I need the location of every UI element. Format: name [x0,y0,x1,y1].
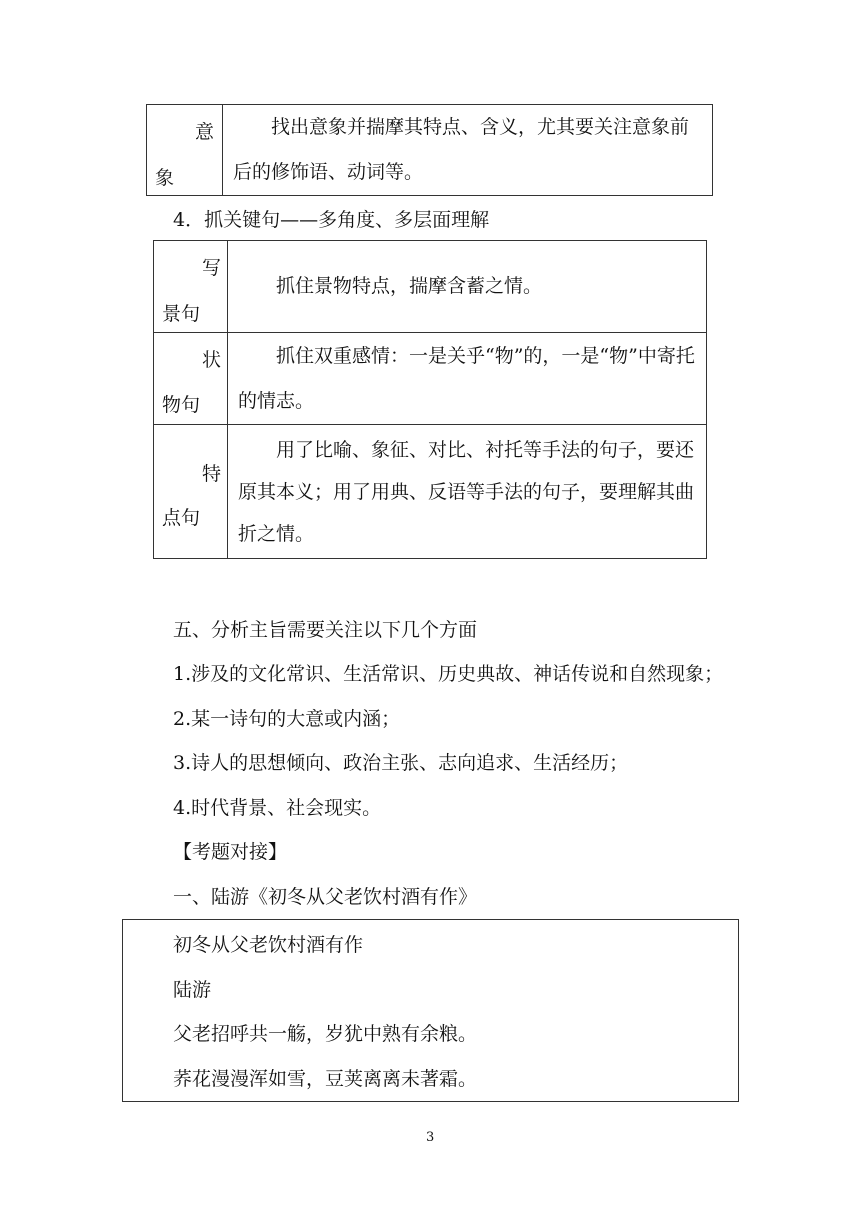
label-bottom: 象 [155,167,175,189]
page-number: 3 [426,1130,435,1145]
table-row [154,333,707,425]
label-bottom: 点句 [162,507,201,529]
exam-heading: 【考题对接】 [173,841,288,863]
label-cell [154,241,228,333]
content-cell [228,241,707,333]
poem-title: 初冬从父老饮村酒有作 [173,934,364,956]
label-cell [147,105,223,196]
label-top: 写 [201,257,221,279]
table-row [147,105,713,196]
section-5-title: 五、分析主旨需要关注以下几个方面 [173,619,478,641]
section-5-item: 1.涉及的文化常识、生活常识、历史典故、神话传说和自然现象； [173,663,724,685]
label-top: 意 [194,121,214,143]
content-cell [228,333,707,425]
label-bottom: 景句 [162,303,201,325]
section-5-item: 4.时代背景、社会现实。 [173,797,382,819]
table-imagery [146,104,713,196]
table-row [154,425,707,559]
content-text: 抓住景物特点，揣摩含蓄之情。 [276,275,543,297]
section-5-item: 3.诗人的思想倾向、政治主张、志向追求、生活经历； [173,752,629,774]
label-top: 特 [201,463,221,485]
content-cell [228,425,707,559]
content-text: 抓住双重感情：一是关乎“物”的，一是“物”中寄托的情志。 [238,344,695,412]
label-bottom: 物句 [162,394,201,416]
content-text: 用了比喻、象征、对比、衬托等手法的句子，要还原其本义；用了用典、反语等手法的句子，要理解其曲折之情。 [238,438,695,545]
poem-line: 父老招呼共一觞，岁犹中熟有余粮。 [173,1023,478,1045]
poem-author: 陆游 [173,979,212,1001]
content-text: 找出意象并揣摩其特点、含义，尤其要关注意象前后的修饰语、动词等。 [233,116,690,183]
label-cell [154,425,228,559]
label-top: 状 [201,349,221,371]
label-cell [154,333,228,425]
exam-1-title: 一、陆游《初冬从父老饮村酒有作》 [173,886,478,908]
poem-line: 荞花漫漫浑如雪，豆荚离离未著霜。 [173,1068,478,1090]
table-key-sentences [153,240,707,559]
heading-4: 4．抓关键句——多角度、多层面理解 [173,209,490,231]
table-row [154,241,707,333]
section-5-item: 2.某一诗句的大意或内涵； [173,708,401,730]
content-cell [223,105,713,196]
